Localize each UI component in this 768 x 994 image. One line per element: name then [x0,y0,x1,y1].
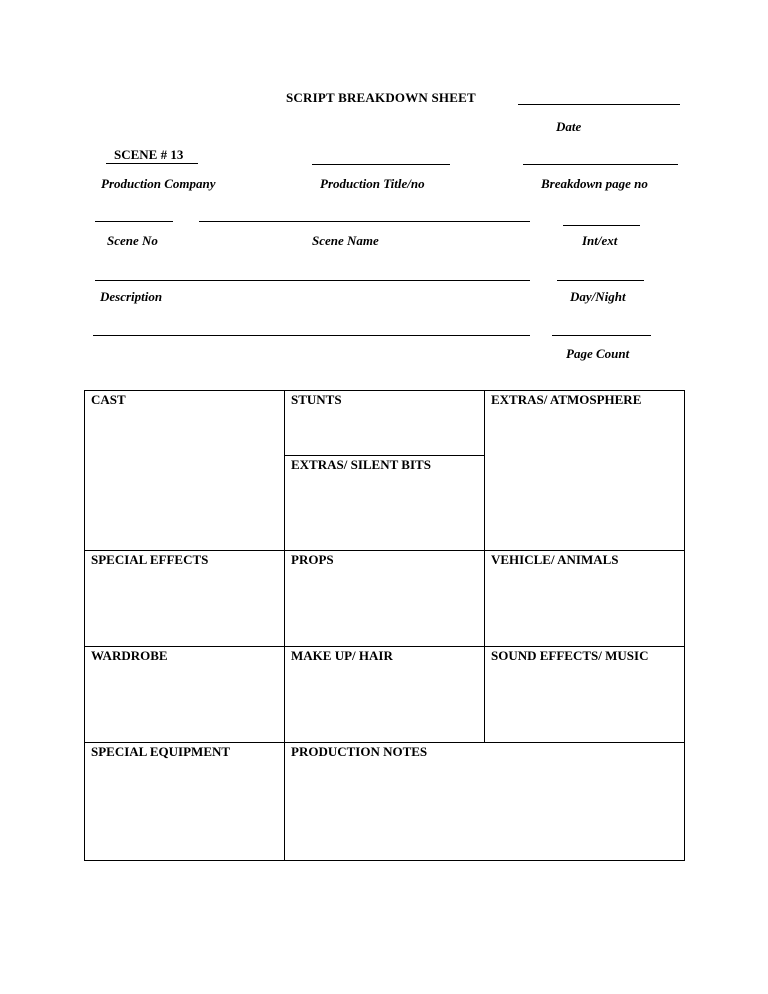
breakdown-page-label: Breakdown page no [541,176,648,191]
extras-atmosphere-cell[interactable] [485,391,684,550]
props-label: PROPS [291,552,334,567]
scene-no-label: Scene No [107,233,158,248]
production-company-label: Production Company [101,176,216,191]
int-ext-label: Int/ext [582,233,618,248]
cast-label: CAST [91,392,126,407]
production-title-label: Production Title/no [320,176,425,191]
page-count-label: Page Count [566,346,630,361]
special-effects-cell[interactable] [85,551,284,646]
vehicle-animals-label: VEHICLE/ ANIMALS [491,552,619,567]
description-line-1[interactable] [95,280,530,281]
special-effects-label: SPECIAL EFFECTS [91,552,209,567]
day-night-line[interactable] [557,280,644,281]
date-line[interactable] [518,104,680,105]
page-count-line[interactable] [552,335,651,336]
wardrobe-cell[interactable] [85,647,284,742]
description-label: Description [100,289,163,304]
breakdown-page-line[interactable] [523,164,678,165]
production-notes-cell[interactable] [285,743,684,860]
extras-silent-bits-label: EXTRAS/ SILENT BITS [291,457,431,472]
scene-number-line [106,163,198,164]
cast-cell[interactable] [85,391,284,550]
description-line-2[interactable] [93,335,530,336]
breakdown-grid [84,390,685,861]
sound-effects-music-cell[interactable] [485,647,684,742]
extras-silent-bits-cell[interactable] [285,456,484,550]
vehicle-animals-cell[interactable] [485,551,684,646]
scene-name-label: Scene Name [312,233,379,248]
page-title: SCRIPT BREAKDOWN SHEET [286,90,476,105]
day-night-label: Day/Night [570,289,626,304]
special-equipment-label: SPECIAL EQUIPMENT [91,744,231,759]
props-cell[interactable] [285,551,484,646]
production-title-line[interactable] [312,164,450,165]
stunts-cell[interactable] [285,391,484,455]
scene-number: SCENE # 13 [114,147,184,162]
extras-atmosphere-label: EXTRAS/ ATMOSPHERE [491,392,642,407]
int-ext-line[interactable] [563,225,640,226]
scene-name-line[interactable] [199,221,530,222]
makeup-hair-label: MAKE UP/ HAIR [291,648,393,663]
production-notes-label: PRODUCTION NOTES [291,744,428,759]
stunts-label: STUNTS [291,392,342,407]
special-equipment-cell[interactable] [85,743,284,860]
wardrobe-label: WARDROBE [91,648,168,663]
makeup-hair-cell[interactable] [285,647,484,742]
date-label: Date [556,119,582,134]
sound-effects-music-label: SOUND EFFECTS/ MUSIC [491,648,649,663]
scene-no-line[interactable] [95,221,173,222]
